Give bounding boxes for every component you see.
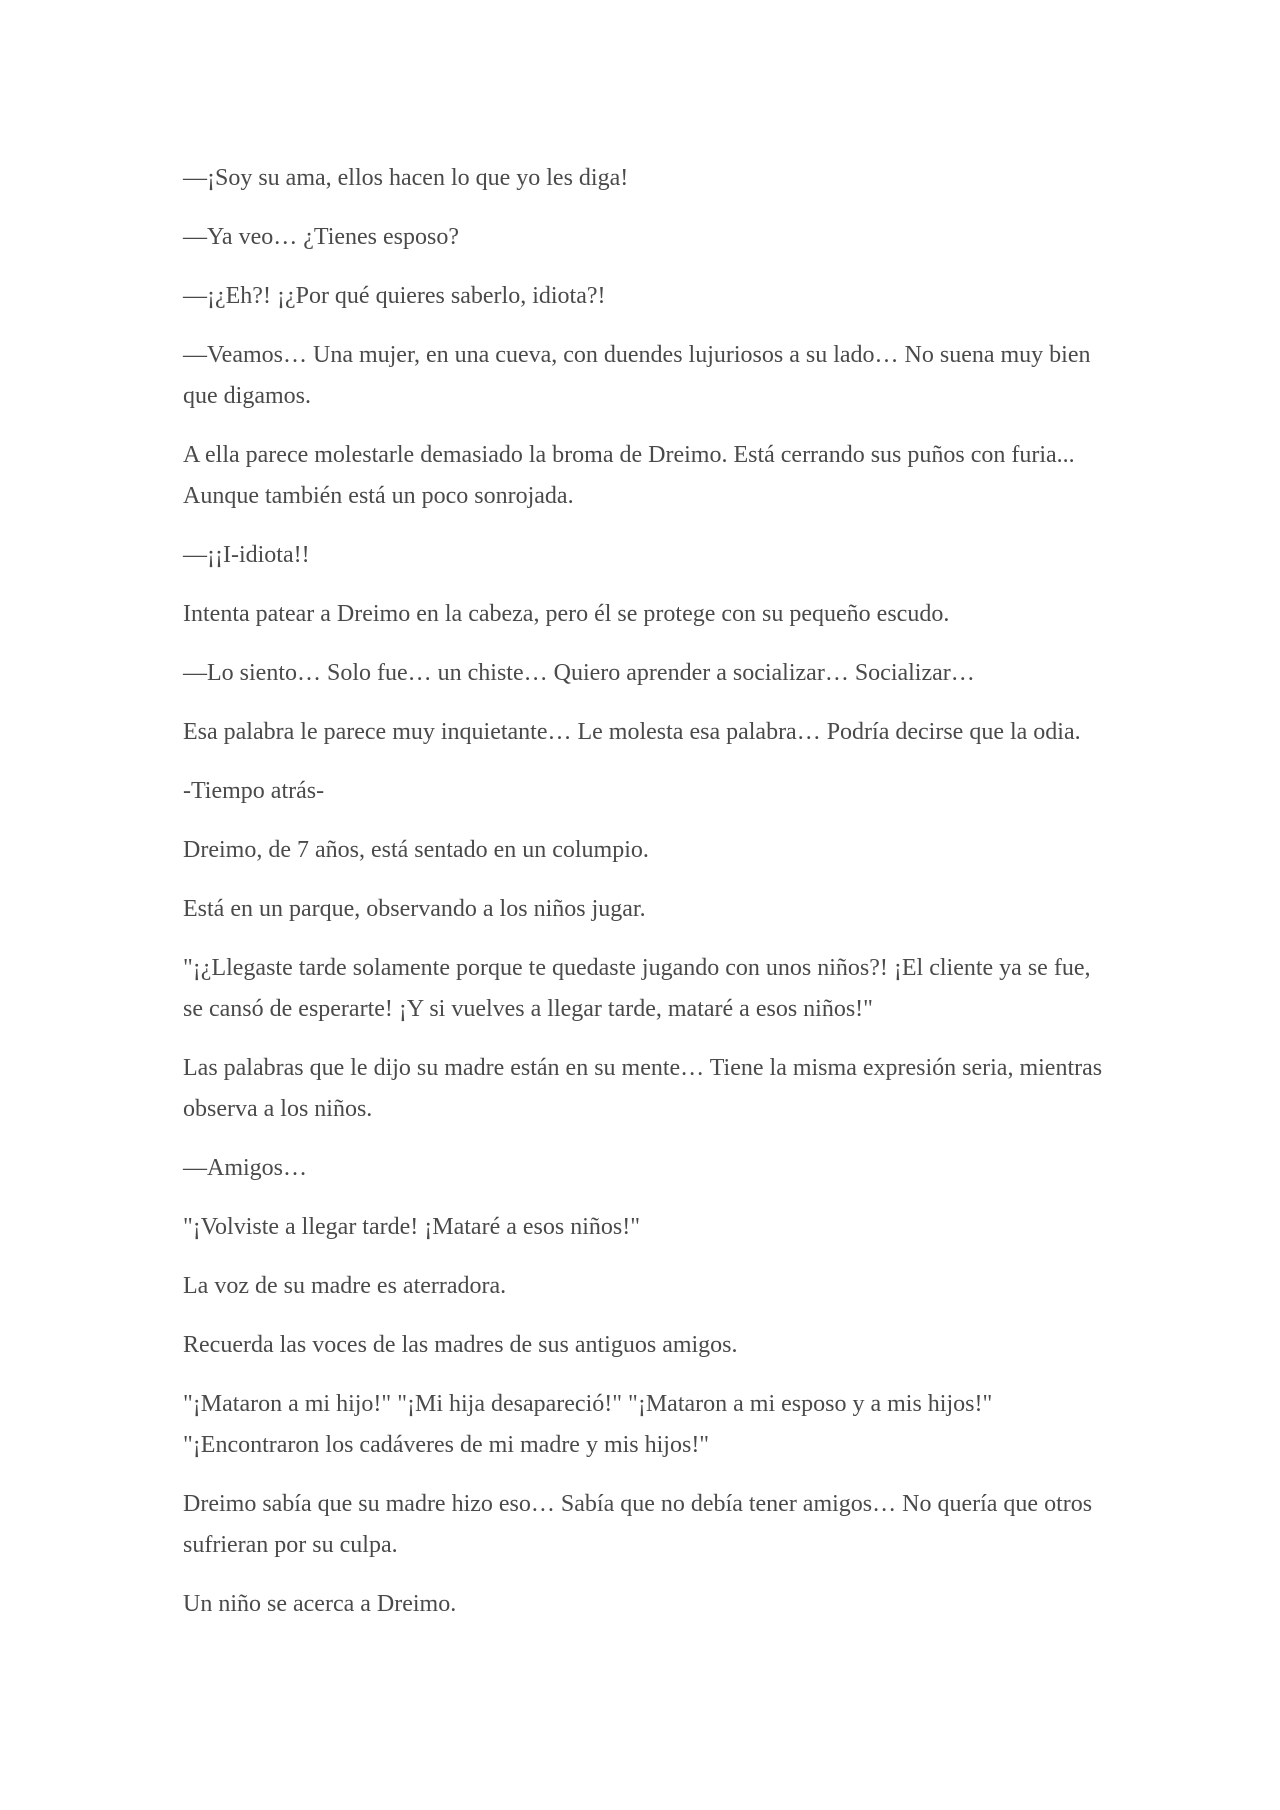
paragraph: —¡¿Eh?! ¡¿Por qué quieres saberlo, idiota?! — [183, 283, 606, 309]
paragraph: —¡¡I-idiota!! — [183, 542, 310, 568]
paragraph: —Amigos… — [183, 1155, 308, 1181]
paragraph: Dreimo, de 7 años, está sentado en un columpio. — [183, 837, 649, 863]
paragraph: —Lo siento… Solo fue… un chiste… Quiero aprender a socializar… Socializar… — [183, 660, 975, 686]
paragraph: "¡Mataron a mi hijo!" "¡Mi hija desapareció!" "¡Mataron a mi esposo y a mis hijos!" "¡Encontraron los cadáveres de mi madre y mis hijos!" — [183, 1391, 993, 1458]
paragraph: Esa palabra le parece muy inquietante… Le molesta esa palabra… Podría decirse que la odia. — [183, 719, 1081, 745]
document-page — [183, 158, 1103, 1643]
paragraph: Intenta patear a Dreimo en la cabeza, pero él se protege con su pequeño escudo. — [183, 601, 950, 627]
paragraph: Recuerda las voces de las madres de sus antiguos amigos. — [183, 1332, 738, 1358]
paragraph: "¡¿Llegaste tarde solamente porque te quedaste jugando con unos niños?! ¡El cliente ya se fue, se cansó de esperarte! ¡Y si vuelves a llegar tarde, mataré a esos niños!" — [183, 955, 1091, 1022]
paragraph: Las palabras que le dijo su madre están en su mente… Tiene la misma expresión seria, mientras observa a los niños. — [183, 1055, 1103, 1122]
paragraph: —Ya veo… ¿Tienes esposo? — [183, 224, 459, 250]
paragraph: Dreimo sabía que su madre hizo eso… Sabía que no debía tener amigos… No quería que otros sufrieran por su culpa. — [183, 1491, 1093, 1558]
paragraph: —Veamos… Una mujer, en una cueva, con duendes lujuriosos a su lado… No suena muy bien que digamos. — [183, 342, 1091, 409]
paragraph: Está en un parque, observando a los niños jugar. — [183, 896, 646, 922]
paragraph: —¡Soy su ama, ellos hacen lo que yo les diga! — [183, 165, 629, 191]
paragraph: A ella parece molestarle demasiado la broma de Dreimo. Está cerrando sus puños con furia... Aunque también está un poco sonrojada. — [183, 442, 1075, 509]
paragraph: "¡Volviste a llegar tarde! ¡Mataré a esos niños!" — [183, 1214, 640, 1240]
section-marker: -Tiempo atrás- — [183, 778, 325, 804]
paragraph: Un niño se acerca a Dreimo. — [183, 1591, 457, 1617]
paragraph: La voz de su madre es aterradora. — [183, 1273, 507, 1299]
